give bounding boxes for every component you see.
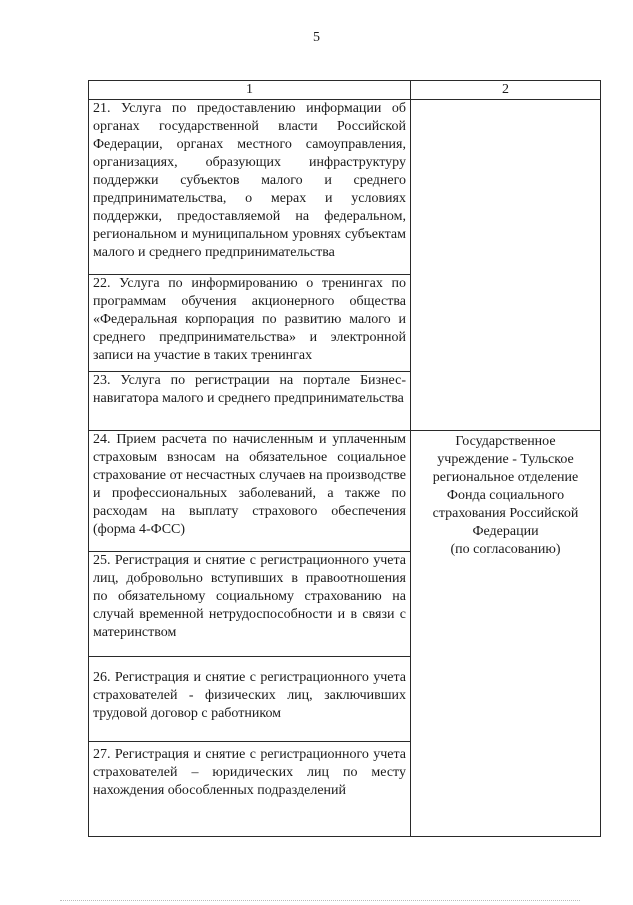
agency-text: Государственное учреждение - Тульское региональное отделение Фонда социального страхования Российской Федерации (по согласованию)	[432, 434, 579, 557]
service-text: 27. Регистрация и снятие с регистрационного учета страхователей – юридических лиц по месту нахождения обособленных подразделений	[93, 747, 406, 798]
scan-artifact-line	[60, 900, 580, 901]
column-header-2: 2	[411, 81, 601, 100]
page-number: 5	[313, 30, 320, 45]
service-text: 22. Услуга по информированию о тренингах по программам обучения акционерного общества «Федеральная корпорация по развитию малого и среднего предпринимательства» и электронной записи на участие в таких тренингах	[93, 276, 406, 363]
service-cell	[89, 372, 411, 431]
service-text: 26. Регистрация и снятие с регистрационного учета страхователей - физических лиц, заключивших трудовой договор с работником	[93, 670, 406, 721]
table-body	[89, 100, 601, 837]
agency-cell-empty	[411, 100, 601, 431]
service-text: 23. Услуга по регистрации на портале Бизнес-навигатора малого и среднего предпринимательства	[93, 373, 406, 406]
service-text: 24. Прием расчета по начисленным и уплаченным страховым взносам на обязательное социальное страхование от несчастных случаев на производстве и профессиональных заболеваний, а также по расходам на выплату страхового обеспечения (форма 4-ФСС)	[93, 432, 406, 537]
service-cell	[89, 552, 411, 657]
service-text: 25. Регистрация и снятие с регистрационного учета лиц, добровольно вступивших в правоотношения по обязательному социальному страхованию на случай временной нетрудоспособности и в связи с материнством	[93, 553, 406, 640]
table-header	[89, 81, 601, 100]
service-cell	[89, 431, 411, 552]
service-cell	[89, 275, 411, 372]
service-text: 21. Услуга по предоставлению информации об органах государственной власти Российской Федерации, органах местного самоуправления, организациях, образующих инфраструктуру поддержки субъектов малого и среднего предпринимательства, о мерах и условиях поддержки, предоставляемой на федеральном, региональном и муниципальном уровнях субъектам малого и среднего предпринимательства	[93, 101, 406, 260]
services-table	[88, 80, 601, 837]
table-row	[89, 100, 601, 275]
service-cell	[89, 742, 411, 837]
table-row	[89, 431, 601, 552]
service-cell	[89, 100, 411, 275]
agency-cell	[411, 431, 601, 837]
column-header-1: 1	[89, 81, 411, 100]
header-row	[89, 81, 601, 100]
service-cell	[89, 657, 411, 742]
